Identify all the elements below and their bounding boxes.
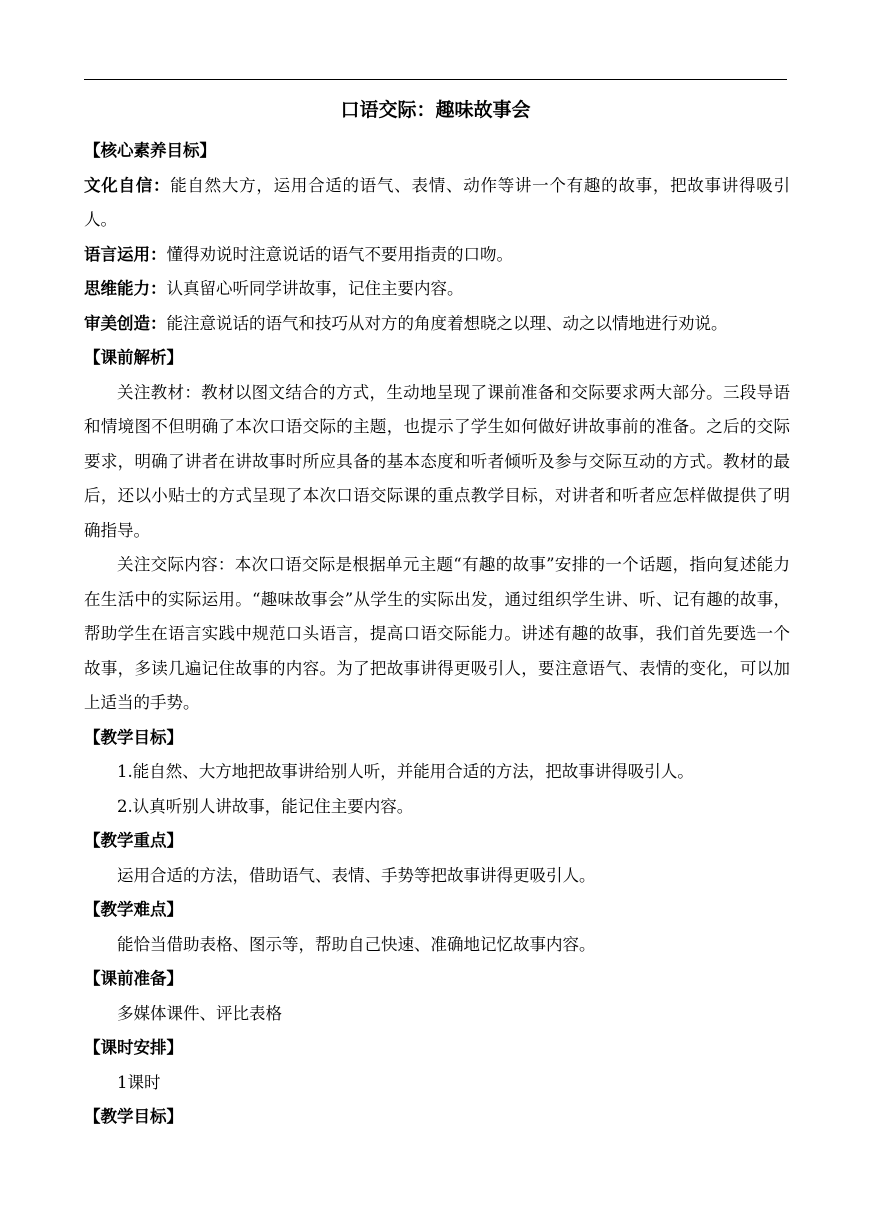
goal-label: 审美创造： — [84, 313, 167, 333]
goal-text: 认真留心听同学讲故事，记住主要内容。 — [166, 279, 464, 298]
core-goal-aesthetic — [84, 307, 790, 342]
difficulties-text: 能恰当借助表格、图示等，帮助自己快速、准确地记忆故事内容。 — [117, 934, 596, 954]
goal-label: 思维能力： — [84, 279, 167, 298]
teaching-goal-item: 1.能自然、大方地把故事讲给别人听，并能用合适的方法，把故事讲得吸引人。 — [117, 762, 694, 781]
goal-label: 语言运用： — [84, 244, 167, 264]
core-goal-culture — [84, 169, 790, 238]
preparation-heading: 【课前准备】 — [84, 969, 183, 988]
goal-text: 能自然大方，运用合适的语气、表情、动作等讲一个有趣的故事，把故事讲得吸引人。 — [84, 175, 791, 229]
goal-label: 文化自信： — [84, 175, 171, 195]
final-heading: 【教学目标】 — [84, 1107, 183, 1126]
pre-analysis-heading: 【课前解析】 — [84, 348, 183, 367]
document-body — [84, 134, 790, 1135]
schedule-heading: 【课时安排】 — [84, 1038, 183, 1057]
goal-text: 懂得劝说时注意说话的语气不要用指责的口吻。 — [166, 244, 513, 264]
preparation-text: 多媒体课件、评比表格 — [117, 1003, 282, 1023]
core-goal-thinking — [84, 272, 790, 307]
core-goals-heading: 【核心素养目标】 — [84, 141, 216, 160]
document-title: 口语交际：趣味故事会 — [340, 99, 531, 121]
key-points-text: 运用合适的方法，借助语气、表情、手势等把故事讲得更吸引人。 — [117, 865, 596, 885]
pre-analysis-paragraph: 关注交际内容：本次口语交际是根据单元主题“有趣的故事”安排的一个话题，指向复述能力在生活中的实际运用。“趣味故事会”从学生的实际出发，通过组织学生讲、听、记有趣的故事，帮助学生在语言实践中规范口头语言，提高口语交际能力。讲述有趣的故事，我们首先要选一个故事，多读几遍记住故事的内容。为了把故事讲得更吸引人，要注意语气、表情的变化，可以加上适当的手势。 — [84, 555, 790, 712]
goal-text: 能注意说话的语气和技巧从对方的角度着想晓之以理、动之以情地进行劝说。 — [166, 313, 728, 333]
difficulties-heading: 【教学难点】 — [84, 900, 183, 919]
teaching-goals-heading: 【教学目标】 — [84, 727, 183, 747]
schedule-text: 1课时 — [117, 1072, 161, 1092]
pre-analysis-paragraph: 关注教材：教材以图文结合的方式，生动地呈现了课前准备和交际要求两大部分。三段导语和情境图不但明确了本次口语交际的主题，也提示了学生如何做好讲故事前的准备。之后的交际要求，明确了讲者在讲故事时所应具备的基本态度和听者倾听及参与交际互动的方式。教材的最后，还以小贴士的方式呈现了本次口语交际课的重点教学目标，对讲者和听者应怎样做提供了明确指导。 — [84, 382, 790, 540]
key-points-heading: 【教学重点】 — [84, 831, 183, 850]
header-rule — [84, 79, 787, 80]
core-goal-language — [84, 238, 790, 273]
teaching-goal-item: 2.认真听别人讲故事，能记住主要内容。 — [117, 796, 414, 816]
